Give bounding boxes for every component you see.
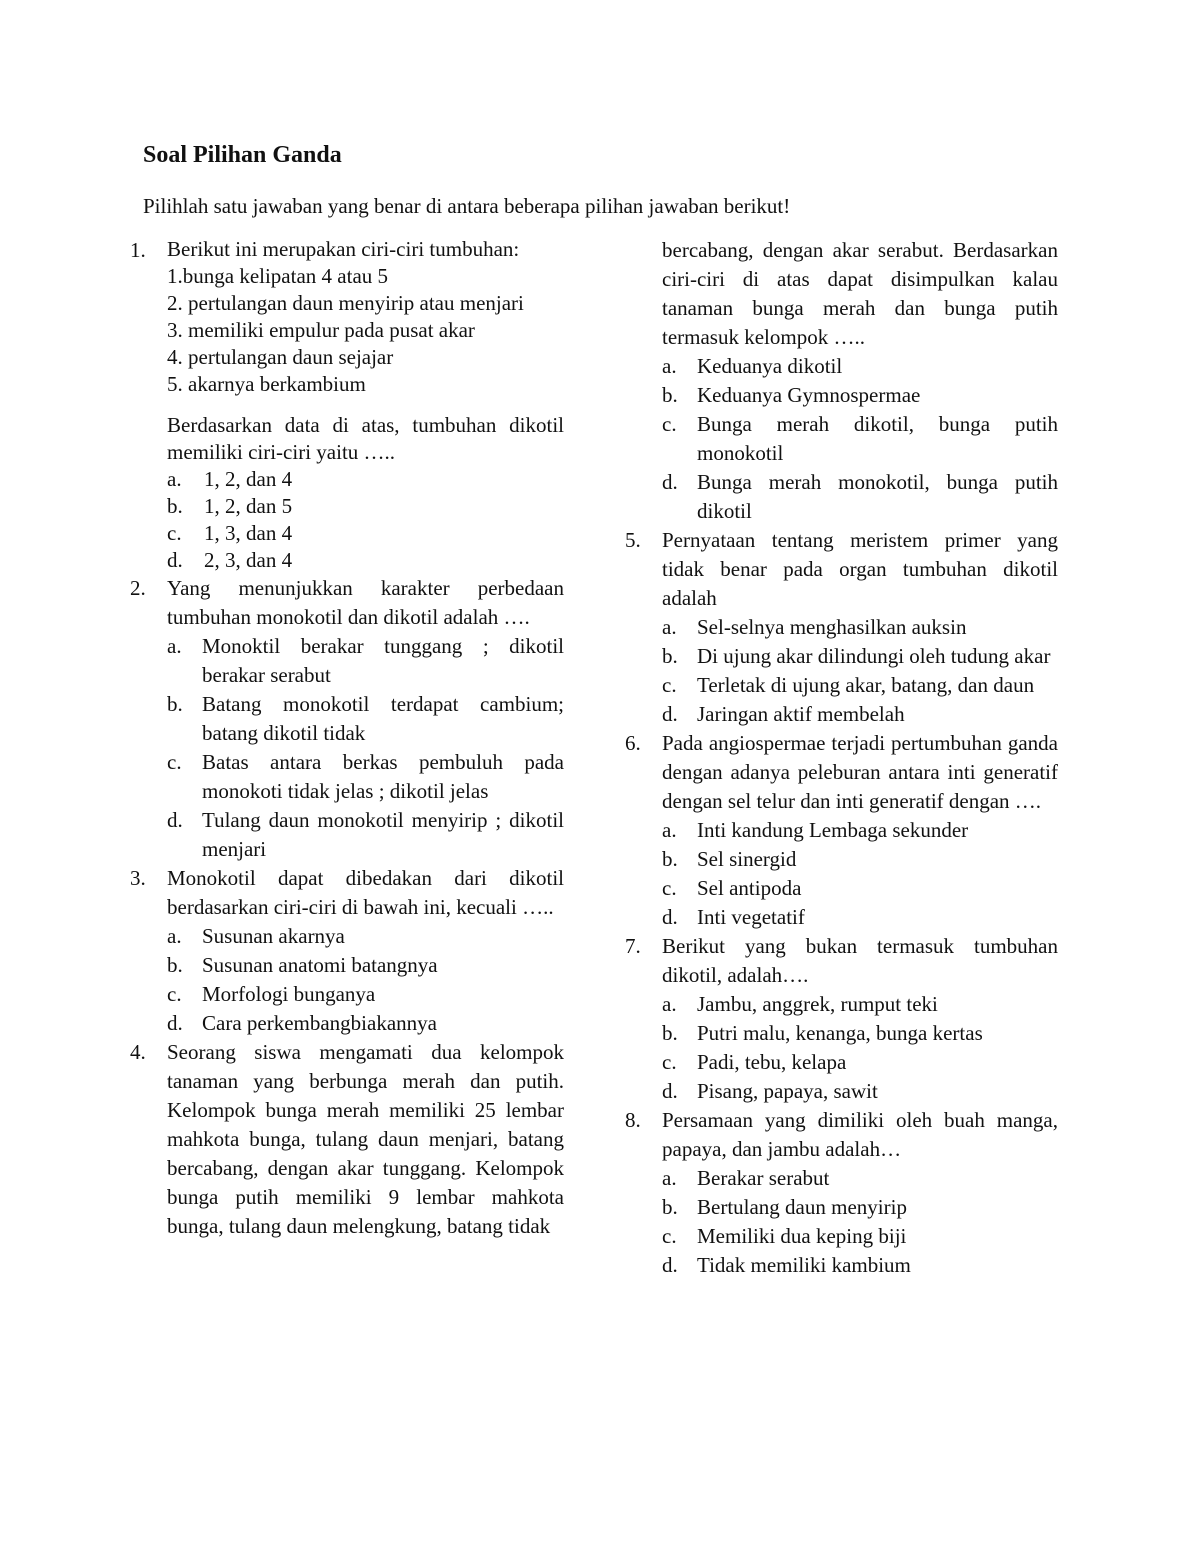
answer-option-b[interactable] [167, 951, 564, 980]
question-number: 3. [130, 866, 146, 890]
option-text: Sel sinergid [697, 847, 797, 871]
answer-option-c[interactable] [167, 748, 564, 806]
option-letter: a. [662, 615, 677, 639]
answer-option-c[interactable] [662, 671, 1058, 700]
option-letter: c. [167, 982, 182, 1006]
option-letter: d. [662, 702, 678, 726]
option-letter: b. [662, 1021, 678, 1045]
question-4-continued [625, 236, 1058, 526]
question-text: Berdasarkan data di atas, tumbuhan dikotil memiliki ciri-ciri yaitu ….. [167, 413, 564, 464]
criteria-item: 3. memiliki empulur pada pusat akar [167, 318, 475, 342]
question-1 [130, 236, 564, 574]
answer-option-c[interactable] [662, 874, 1058, 903]
option-text: Inti kandung Lembaga sekunder [697, 818, 969, 842]
answer-option-c[interactable] [662, 410, 1058, 468]
question-number: 1. [130, 238, 146, 262]
option-text: 1, 2, dan 5 [204, 494, 293, 518]
option-letter: c. [662, 412, 677, 436]
answer-option-d[interactable] [167, 547, 564, 574]
answer-option-b[interactable] [167, 493, 564, 520]
option-letter: b. [662, 383, 678, 407]
answer-options [662, 816, 1058, 932]
option-text: Bunga merah dikotil, bunga putih monokotil [697, 412, 1058, 465]
question-text: Seorang siswa mengamati dua kelompok tanaman yang berbunga merah dan putih. Kelompok bunga merah memiliki 25 lembar mahkota bunga, tulang daun menjari, batang bercabang, dengan akar tunggang. Kelompok bunga putih memiliki 9 lembar mahkota bunga, tulang daun melengkung, batang tidak [167, 1040, 564, 1238]
answer-option-d[interactable] [167, 1009, 564, 1038]
option-text: Jaringan aktif membelah [697, 702, 905, 726]
question-text: Berikut ini merupakan ciri-ciri tumbuhan: [167, 237, 520, 261]
question-number: 6. [625, 731, 641, 755]
question-text: Persamaan yang dimiliki oleh buah manga, papaya, dan jambu adalah… [662, 1108, 1058, 1161]
question-6 [625, 729, 1058, 932]
option-text: Morfologi bunganya [202, 982, 376, 1006]
option-letter: c. [662, 1050, 677, 1074]
answer-option-b[interactable] [662, 1019, 1058, 1048]
question-3 [130, 864, 564, 1038]
answer-option-a[interactable] [167, 632, 564, 690]
option-letter: d. [167, 1011, 183, 1035]
option-letter: b. [662, 847, 678, 871]
option-letter: b. [662, 644, 678, 668]
question-text: Pada angiospermae terjadi pertumbuhan ganda dengan adanya peleburan antara inti generatif dengan sel telur dan inti generatif dengan …. [662, 731, 1058, 813]
option-letter: d. [662, 470, 678, 494]
answer-options [662, 352, 1058, 526]
answer-option-a[interactable] [167, 922, 564, 951]
option-letter: a. [662, 1166, 677, 1190]
option-text: Terletak di ujung akar, batang, dan daun [697, 673, 1035, 697]
option-text: Memiliki dua keping biji [697, 1224, 907, 1248]
option-letter: c. [167, 521, 182, 545]
option-text: Susunan akarnya [202, 924, 345, 948]
option-letter: d. [662, 905, 678, 929]
option-letter: b. [167, 494, 183, 518]
answer-option-d[interactable] [662, 903, 1058, 932]
option-text: Sel antipoda [697, 876, 802, 900]
answer-option-a[interactable] [662, 613, 1058, 642]
option-letter: d. [662, 1253, 678, 1277]
answer-options [662, 1164, 1058, 1280]
option-text: Di ujung akar dilindungi oleh tudung akar [697, 644, 1051, 668]
answer-option-d[interactable] [167, 806, 564, 864]
answer-option-c[interactable] [167, 520, 564, 547]
option-letter: c. [662, 876, 677, 900]
question-number: 2. [130, 576, 146, 600]
option-text: Tulang daun monokotil menyirip ; dikotil menjari [202, 808, 564, 861]
option-text: Padi, tebu, kelapa [697, 1050, 847, 1074]
answer-option-b[interactable] [662, 845, 1058, 874]
question-number: 4. [130, 1040, 146, 1064]
option-letter: c. [167, 750, 182, 774]
option-text: Putri malu, kenanga, bunga kertas [697, 1021, 983, 1045]
option-letter: a. [662, 818, 677, 842]
criteria-item: 2. pertulangan daun menyirip atau menjari [167, 291, 524, 315]
option-text: 1, 3, dan 4 [204, 521, 293, 545]
answer-option-a[interactable] [662, 352, 1058, 381]
option-letter: d. [662, 1079, 678, 1103]
option-letter: a. [167, 634, 182, 658]
question-text: bercabang, dengan akar serabut. Berdasarkan ciri-ciri di atas dapat disimpulkan kalau tanaman bunga merah dan bunga putih termasuk kelompok ….. [662, 238, 1058, 349]
answer-option-b[interactable] [167, 690, 564, 748]
question-8 [625, 1106, 1058, 1280]
answer-option-a[interactable] [167, 466, 564, 493]
question-number: 8. [625, 1108, 641, 1132]
question-text: Monokotil dapat dibedakan dari dikotil berdasarkan ciri-ciri di bawah ini, kecuali ….. [167, 866, 564, 919]
answer-option-b[interactable] [662, 1193, 1058, 1222]
question-4 [130, 1038, 564, 1241]
answer-option-b[interactable] [662, 642, 1058, 671]
question-text: Pernyataan tentang meristem primer yang tidak benar pada organ tumbuhan dikotil adalah [662, 528, 1058, 610]
answer-option-a[interactable] [662, 816, 1058, 845]
question-2 [130, 574, 564, 864]
option-text: Tidak memiliki kambium [697, 1253, 911, 1277]
option-text: 2, 3, dan 4 [204, 548, 293, 572]
criteria-item: 5. akarnya berkambium [167, 372, 366, 396]
option-letter: a. [662, 354, 677, 378]
option-text: Bertulang daun menyirip [697, 1195, 907, 1219]
answer-option-c[interactable] [662, 1222, 1058, 1251]
option-text: Sel-selnya menghasilkan auksin [697, 615, 967, 639]
question-text: Berikut yang bukan termasuk tumbuhan dikotil, adalah…. [662, 934, 1058, 987]
option-letter: d. [167, 808, 183, 832]
option-text: Keduanya Gymnospermae [697, 383, 921, 407]
option-text: Batang monokotil terdapat cambium; batang dikotil tidak [202, 692, 564, 745]
option-letter: a. [167, 467, 182, 491]
option-text: Keduanya dikotil [697, 354, 843, 378]
page-title: Soal Pilihan Ganda [143, 142, 342, 168]
answer-option-a[interactable] [662, 990, 1058, 1019]
criteria-item: 1.bunga kelipatan 4 atau 5 [167, 264, 389, 288]
answer-option-d[interactable] [662, 1077, 1058, 1106]
question-5 [625, 526, 1058, 729]
option-letter: c. [662, 1224, 677, 1248]
answer-option-d[interactable] [662, 468, 1058, 526]
criteria-item: 4. pertulangan daun sejajar [167, 345, 394, 369]
option-text: 1, 2, dan 4 [204, 467, 293, 491]
column-left [130, 236, 564, 1241]
option-text: Batas antara berkas pembuluh pada monokoti tidak jelas ; dikotil jelas [202, 750, 564, 803]
answer-option-c[interactable] [167, 980, 564, 1009]
answer-options [662, 613, 1058, 729]
answer-options [662, 990, 1058, 1106]
question-number: 7. [625, 934, 641, 958]
answer-option-d[interactable] [662, 1251, 1058, 1280]
option-letter: b. [662, 1195, 678, 1219]
option-text: Susunan anatomi batangnya [202, 953, 438, 977]
option-letter: a. [662, 992, 677, 1016]
question-text: Yang menunjukkan karakter perbedaan tumbuhan monokotil dan dikotil adalah …. [167, 576, 564, 629]
option-text: Inti vegetatif [697, 905, 805, 929]
question-number: 5. [625, 528, 641, 552]
option-text: Jambu, anggrek, rumput teki [697, 992, 938, 1016]
instruction: Pilihlah satu jawaban yang benar di antara beberapa pilihan jawaban berikut! [143, 194, 791, 218]
answer-option-c[interactable] [662, 1048, 1058, 1077]
answer-options [167, 632, 564, 864]
answer-option-a[interactable] [662, 1164, 1058, 1193]
option-letter: b. [167, 953, 183, 977]
option-letter: a. [167, 924, 182, 948]
answer-options [167, 466, 564, 574]
question-7 [625, 932, 1058, 1106]
column-right [625, 236, 1058, 1280]
option-letter: d. [167, 548, 183, 572]
option-text: Pisang, papaya, sawit [697, 1079, 878, 1103]
option-letter: b. [167, 692, 183, 716]
option-text: Bunga merah monokotil, bunga putih dikotil [697, 470, 1058, 523]
option-text: Monoktil berakar tunggang ; dikotil berakar serabut [202, 634, 564, 687]
answer-option-b[interactable] [662, 381, 1058, 410]
option-letter: c. [662, 673, 677, 697]
option-text: Berakar serabut [697, 1166, 830, 1190]
answer-options [167, 922, 564, 1038]
answer-option-d[interactable] [662, 700, 1058, 729]
option-text: Cara perkembangbiakannya [202, 1011, 437, 1035]
